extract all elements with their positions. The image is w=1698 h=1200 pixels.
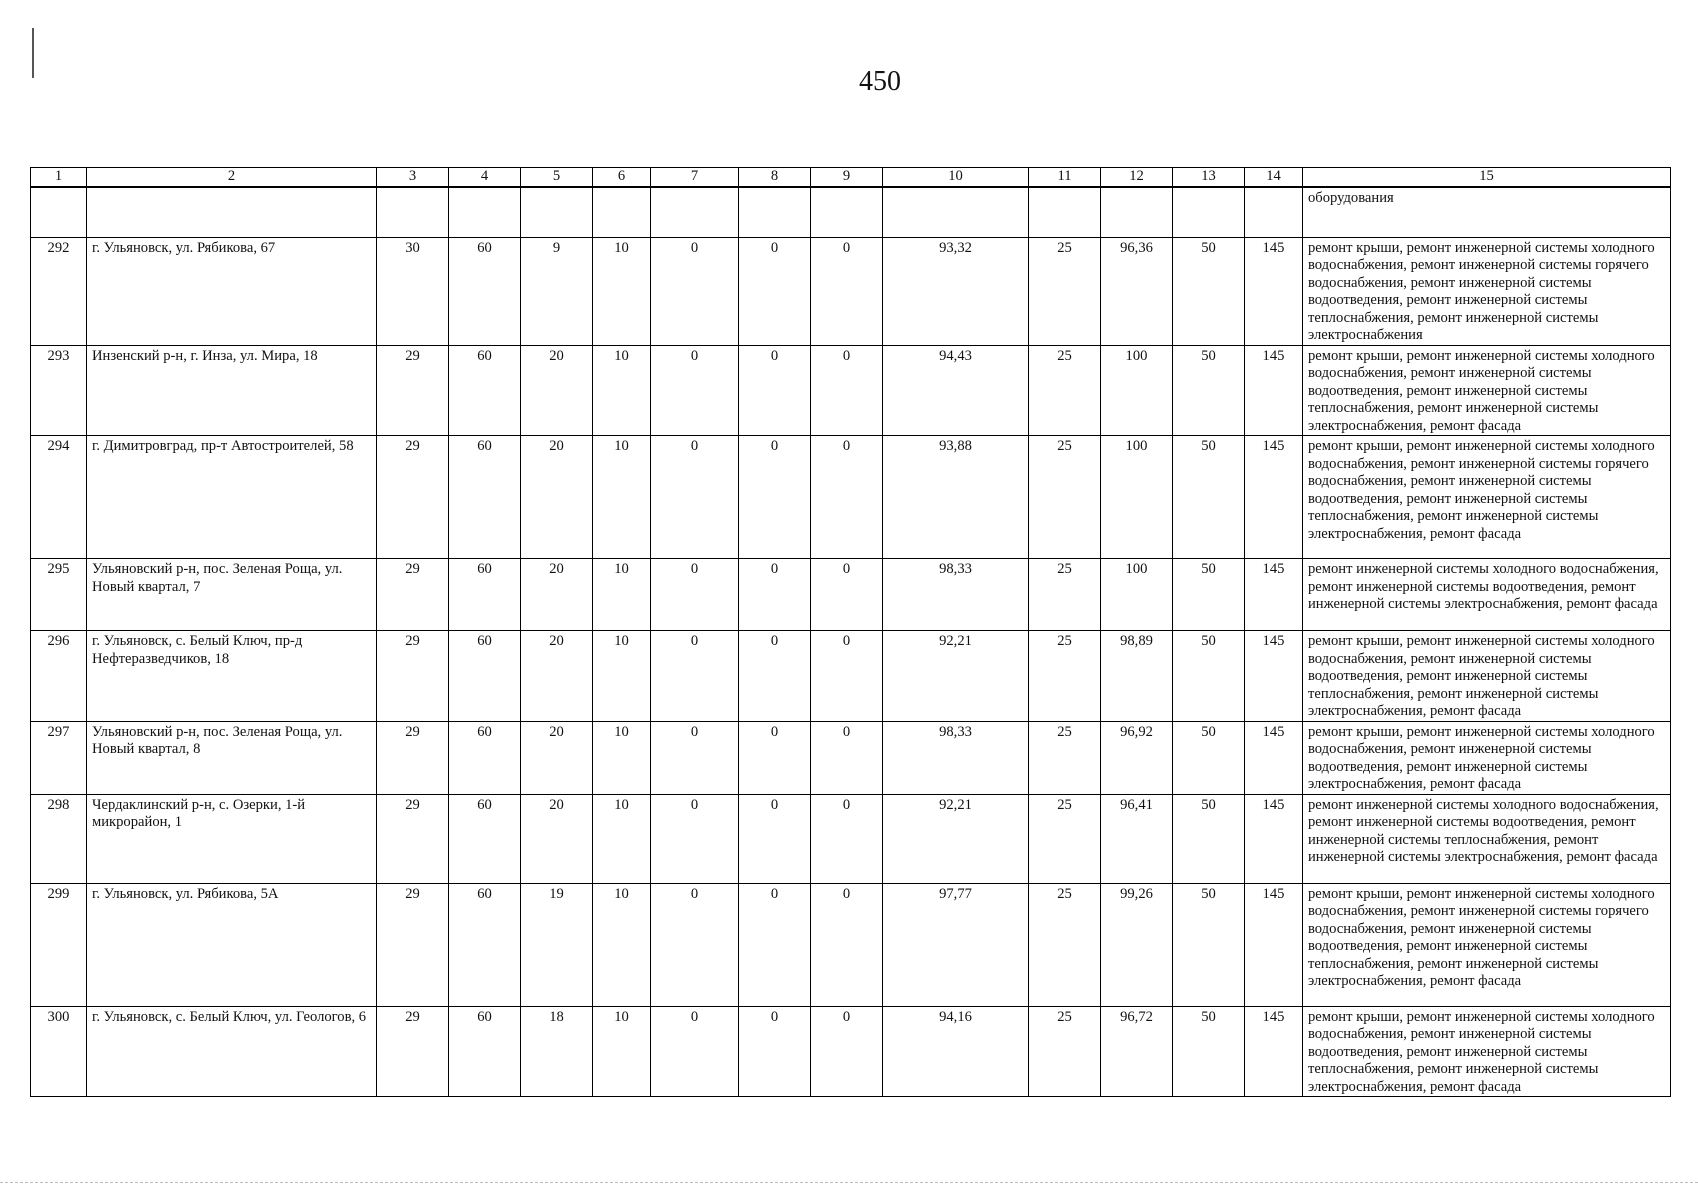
col12-value: 98,89 xyxy=(1101,631,1173,722)
column-header-13: 13 xyxy=(1173,168,1245,187)
continuation-cell-6 xyxy=(593,187,651,238)
continuation-cell-12 xyxy=(1101,187,1173,238)
continuation-row xyxy=(31,187,1671,238)
col9-value: 0 xyxy=(811,1006,883,1097)
col7-value: 0 xyxy=(651,436,739,559)
works-list-cell: ремонт инженерной системы холодного водоснабжения, ремонт инженерной системы водоотведения, ремонт инженерной системы электроснабжения, ремонт фасада xyxy=(1303,559,1671,631)
col8-value: 0 xyxy=(739,237,811,345)
col10-value: 93,88 xyxy=(883,436,1029,559)
col10-value: 93,32 xyxy=(883,237,1029,345)
column-header-12: 12 xyxy=(1101,168,1173,187)
table-row xyxy=(31,883,1671,1006)
address-cell: Ульяновский р-н, пос. Зеленая Роща, ул. Новый квартал, 7 xyxy=(87,559,377,631)
column-header-14: 14 xyxy=(1245,168,1303,187)
column-header-4: 4 xyxy=(449,168,521,187)
col11-value: 25 xyxy=(1029,1006,1101,1097)
col13-value: 50 xyxy=(1173,631,1245,722)
row-number: 296 xyxy=(31,631,87,722)
col14-value: 145 xyxy=(1245,721,1303,794)
col7-value: 0 xyxy=(651,794,739,883)
continuation-cell-11 xyxy=(1029,187,1101,238)
col6-value: 10 xyxy=(593,1006,651,1097)
address-cell: г. Ульяновск, ул. Рябикова, 67 xyxy=(87,237,377,345)
continuation-cell-8 xyxy=(739,187,811,238)
column-header-7: 7 xyxy=(651,168,739,187)
col6-value: 10 xyxy=(593,559,651,631)
col9-value: 0 xyxy=(811,345,883,436)
col5-value: 20 xyxy=(521,345,593,436)
col7-value: 0 xyxy=(651,631,739,722)
repair-program-table xyxy=(30,167,1671,1097)
col12-value: 96,92 xyxy=(1101,721,1173,794)
col9-value: 0 xyxy=(811,721,883,794)
column-header-5: 5 xyxy=(521,168,593,187)
col12-value: 96,36 xyxy=(1101,237,1173,345)
row-number: 292 xyxy=(31,237,87,345)
col3-value: 29 xyxy=(377,1006,449,1097)
row-number: 294 xyxy=(31,436,87,559)
address-cell: г. Ульяновск, с. Белый Ключ, пр-д Нефтеразведчиков, 18 xyxy=(87,631,377,722)
table-body xyxy=(31,168,1671,1097)
col12-value: 100 xyxy=(1101,559,1173,631)
address-cell: Инзенский р-н, г. Инза, ул. Мира, 18 xyxy=(87,345,377,436)
row-number: 297 xyxy=(31,721,87,794)
works-list-cell: ремонт крыши, ремонт инженерной системы холодного водоснабжения, ремонт инженерной системы горячего водоснабжения, ремонт инженерной системы водоотведения, ремонт инженерной системы теплоснабжения, ремонт инженерной системы электроснабжения, ремонт фасада xyxy=(1303,883,1671,1006)
column-header-3: 3 xyxy=(377,168,449,187)
table-row xyxy=(31,345,1671,436)
col6-value: 10 xyxy=(593,237,651,345)
col10-value: 98,33 xyxy=(883,559,1029,631)
col5-value: 20 xyxy=(521,794,593,883)
col13-value: 50 xyxy=(1173,237,1245,345)
col14-value: 145 xyxy=(1245,237,1303,345)
col4-value: 60 xyxy=(449,883,521,1006)
col6-value: 10 xyxy=(593,631,651,722)
col5-value: 20 xyxy=(521,559,593,631)
col13-value: 50 xyxy=(1173,559,1245,631)
col14-value: 145 xyxy=(1245,345,1303,436)
col4-value: 60 xyxy=(449,794,521,883)
col7-value: 0 xyxy=(651,883,739,1006)
table-row xyxy=(31,794,1671,883)
col10-value: 92,21 xyxy=(883,631,1029,722)
col9-value: 0 xyxy=(811,559,883,631)
col7-value: 0 xyxy=(651,721,739,794)
col3-value: 30 xyxy=(377,237,449,345)
continuation-cell-9 xyxy=(811,187,883,238)
works-list-cell: ремонт крыши, ремонт инженерной системы холодного водоснабжения, ремонт инженерной системы водоотведения, ремонт инженерной системы теплоснабжения, ремонт инженерной системы электроснабжения, ремонт фасада xyxy=(1303,1006,1671,1097)
col5-value: 20 xyxy=(521,721,593,794)
works-list-cell: ремонт инженерной системы холодного водоснабжения, ремонт инженерной системы водоотведения, ремонт инженерной системы теплоснабжения, ремонт инженерной системы электроснабжения, ремонт фасада xyxy=(1303,794,1671,883)
continuation-cell-7 xyxy=(651,187,739,238)
col13-value: 50 xyxy=(1173,436,1245,559)
works-list-cell: ремонт крыши, ремонт инженерной системы холодного водоснабжения, ремонт инженерной системы горячего водоснабжения, ремонт инженерной системы водоотведения, ремонт инженерной системы теплоснабжения, ремонт инженерной системы электроснабжения, ремонт фасада xyxy=(1303,436,1671,559)
column-header-10: 10 xyxy=(883,168,1029,187)
column-header-11: 11 xyxy=(1029,168,1101,187)
col11-value: 25 xyxy=(1029,436,1101,559)
col7-value: 0 xyxy=(651,237,739,345)
col11-value: 25 xyxy=(1029,559,1101,631)
col5-value: 19 xyxy=(521,883,593,1006)
col13-value: 50 xyxy=(1173,794,1245,883)
address-cell: Чердаклинский р-н, с. Озерки, 1-й микрорайон, 1 xyxy=(87,794,377,883)
col13-value: 50 xyxy=(1173,345,1245,436)
continuation-cell-2 xyxy=(87,187,377,238)
col9-value: 0 xyxy=(811,436,883,559)
continuation-cell-10 xyxy=(883,187,1029,238)
col9-value: 0 xyxy=(811,237,883,345)
continuation-cell-1 xyxy=(31,187,87,238)
col13-value: 50 xyxy=(1173,1006,1245,1097)
col8-value: 0 xyxy=(739,1006,811,1097)
col10-value: 98,33 xyxy=(883,721,1029,794)
continuation-cell-3 xyxy=(377,187,449,238)
table-row xyxy=(31,436,1671,559)
col14-value: 145 xyxy=(1245,559,1303,631)
col7-value: 0 xyxy=(651,559,739,631)
column-header-8: 8 xyxy=(739,168,811,187)
col13-value: 50 xyxy=(1173,883,1245,1006)
col14-value: 145 xyxy=(1245,794,1303,883)
table-row xyxy=(31,237,1671,345)
col13-value: 50 xyxy=(1173,721,1245,794)
col5-value: 20 xyxy=(521,436,593,559)
col11-value: 25 xyxy=(1029,631,1101,722)
row-number: 299 xyxy=(31,883,87,1006)
col8-value: 0 xyxy=(739,794,811,883)
col3-value: 29 xyxy=(377,883,449,1006)
col4-value: 60 xyxy=(449,631,521,722)
col11-value: 25 xyxy=(1029,237,1101,345)
row-number: 295 xyxy=(31,559,87,631)
col12-value: 96,41 xyxy=(1101,794,1173,883)
col3-value: 29 xyxy=(377,631,449,722)
column-header-15: 15 xyxy=(1303,168,1671,187)
address-cell: г. Ульяновск, ул. Рябикова, 5А xyxy=(87,883,377,1006)
continuation-cell-13 xyxy=(1173,187,1245,238)
col3-value: 29 xyxy=(377,345,449,436)
col11-value: 25 xyxy=(1029,794,1101,883)
col3-value: 29 xyxy=(377,559,449,631)
table-row xyxy=(31,559,1671,631)
continuation-cell-14 xyxy=(1245,187,1303,238)
works-list-cell: ремонт крыши, ремонт инженерной системы холодного водоснабжения, ремонт инженерной системы водоотведения, ремонт инженерной системы теплоснабжения, ремонт инженерной системы электроснабжения, ремонт фасада xyxy=(1303,631,1671,722)
col6-value: 10 xyxy=(593,721,651,794)
row-number: 300 xyxy=(31,1006,87,1097)
column-header-9: 9 xyxy=(811,168,883,187)
col9-value: 0 xyxy=(811,794,883,883)
col8-value: 0 xyxy=(739,883,811,1006)
column-header-2: 2 xyxy=(87,168,377,187)
scan-bottom-edge xyxy=(0,1182,1698,1183)
col14-value: 145 xyxy=(1245,436,1303,559)
col4-value: 60 xyxy=(449,559,521,631)
col6-value: 10 xyxy=(593,436,651,559)
col5-value: 18 xyxy=(521,1006,593,1097)
col8-value: 0 xyxy=(739,721,811,794)
col14-value: 145 xyxy=(1245,1006,1303,1097)
column-header-1: 1 xyxy=(31,168,87,187)
col9-value: 0 xyxy=(811,631,883,722)
col6-value: 10 xyxy=(593,345,651,436)
col12-value: 99,26 xyxy=(1101,883,1173,1006)
col3-value: 29 xyxy=(377,436,449,559)
col7-value: 0 xyxy=(651,345,739,436)
col10-value: 94,43 xyxy=(883,345,1029,436)
col7-value: 0 xyxy=(651,1006,739,1097)
col4-value: 60 xyxy=(449,237,521,345)
col12-value: 96,72 xyxy=(1101,1006,1173,1097)
col11-value: 25 xyxy=(1029,721,1101,794)
col6-value: 10 xyxy=(593,883,651,1006)
row-number: 293 xyxy=(31,345,87,436)
address-cell: Ульяновский р-н, пос. Зеленая Роща, ул. Новый квартал, 8 xyxy=(87,721,377,794)
column-number-header-row xyxy=(31,168,1671,187)
row-number: 298 xyxy=(31,794,87,883)
table-row xyxy=(31,631,1671,722)
col5-value: 20 xyxy=(521,631,593,722)
col4-value: 60 xyxy=(449,1006,521,1097)
col8-value: 0 xyxy=(739,436,811,559)
continuation-cell-4 xyxy=(449,187,521,238)
col4-value: 60 xyxy=(449,721,521,794)
col14-value: 145 xyxy=(1245,631,1303,722)
table-row xyxy=(31,721,1671,794)
col8-value: 0 xyxy=(739,345,811,436)
works-list-cell: ремонт крыши, ремонт инженерной системы холодного водоснабжения, ремонт инженерной системы водоотведения, ремонт инженерной системы электроснабжения, ремонт фасада xyxy=(1303,721,1671,794)
col4-value: 60 xyxy=(449,436,521,559)
col8-value: 0 xyxy=(739,631,811,722)
col10-value: 94,16 xyxy=(883,1006,1029,1097)
col3-value: 29 xyxy=(377,721,449,794)
address-cell: г. Ульяновск, с. Белый Ключ, ул. Геологов, 6 xyxy=(87,1006,377,1097)
table-row xyxy=(31,1006,1671,1097)
page-number: 450 xyxy=(859,66,901,97)
address-cell: г. Димитровград, пр-т Автостроителей, 58 xyxy=(87,436,377,559)
column-header-6: 6 xyxy=(593,168,651,187)
col6-value: 10 xyxy=(593,794,651,883)
col3-value: 29 xyxy=(377,794,449,883)
continuation-cell-15: оборудования xyxy=(1303,187,1671,238)
works-list-cell: ремонт крыши, ремонт инженерной системы холодного водоснабжения, ремонт инженерной системы водоотведения, ремонт инженерной системы теплоснабжения, ремонт инженерной системы электроснабжения, ремонт фасада xyxy=(1303,345,1671,436)
col12-value: 100 xyxy=(1101,345,1173,436)
col10-value: 92,21 xyxy=(883,794,1029,883)
col14-value: 145 xyxy=(1245,883,1303,1006)
col12-value: 100 xyxy=(1101,436,1173,559)
continuation-cell-5 xyxy=(521,187,593,238)
col11-value: 25 xyxy=(1029,345,1101,436)
col10-value: 97,77 xyxy=(883,883,1029,1006)
works-list-cell: ремонт крыши, ремонт инженерной системы холодного водоснабжения, ремонт инженерной системы горячего водоснабжения, ремонт инженерной системы водоотведения, ремонт инженерной системы теплоснабжения, ремонт инженерной системы электроснабжения xyxy=(1303,237,1671,345)
col9-value: 0 xyxy=(811,883,883,1006)
col11-value: 25 xyxy=(1029,883,1101,1006)
col8-value: 0 xyxy=(739,559,811,631)
col5-value: 9 xyxy=(521,237,593,345)
col4-value: 60 xyxy=(449,345,521,436)
